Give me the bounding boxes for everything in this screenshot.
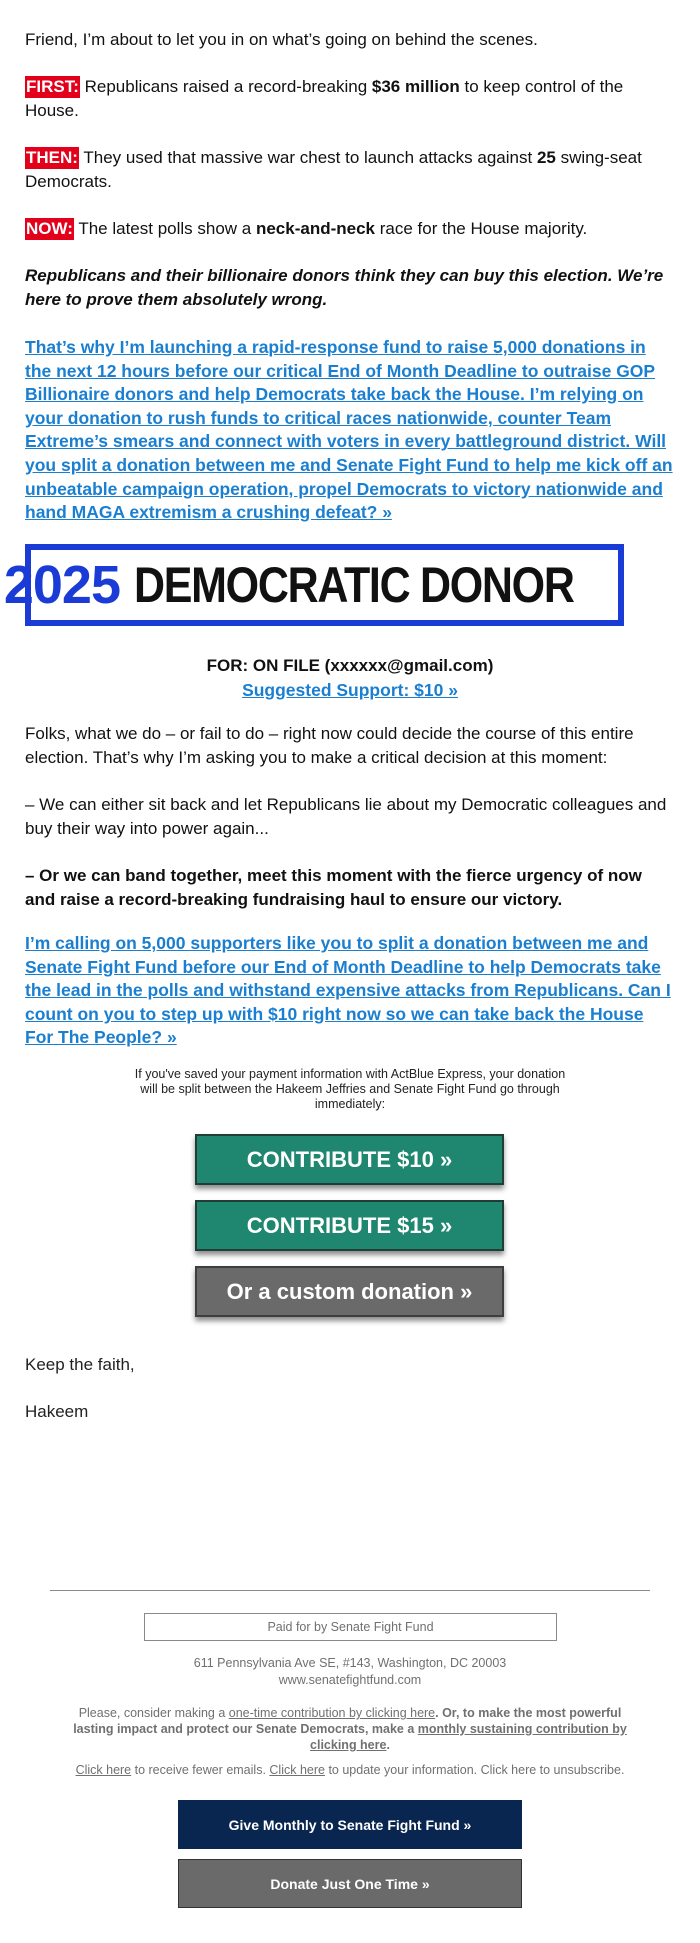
consider-paragraph xyxy=(70,1705,630,1753)
italic-statement: Republicans and their billionaire donors think they can buy this election. We’re here to prove them absolutely wrong. xyxy=(25,266,664,309)
then-text: They used that massive war chest to launch attacks against xyxy=(78,148,537,167)
intro-text: Friend, I’m about to let you in on what’s going on behind the scenes. xyxy=(25,30,538,49)
footer-address: 611 Pennsylvania Ave SE, #143, Washington, DC 20003 xyxy=(193,1656,507,1670)
one-time-contribution-link[interactable]: one-time contribution by clicking here xyxy=(228,1706,436,1720)
first-bold: $36 million xyxy=(371,77,460,96)
then-paragraph xyxy=(25,146,673,193)
signature-name: Hakeem xyxy=(25,1402,89,1421)
donor-banner xyxy=(3,544,624,626)
update-info-link[interactable]: Click here xyxy=(269,1763,325,1777)
actblue-note: If you've saved your payment information with ActBlue Express, your donation will be split between the Hakeem Jeffries and Senate Fight Fund go through immediately: xyxy=(134,1067,566,1111)
now-tag: NOW: xyxy=(26,219,73,238)
option-sit-back: – We can either sit back and let Republicans lie about my Democratic colleagues and buy their way into power again... xyxy=(25,795,667,838)
for-on-file: FOR: ON FILE (xxxxxx@gmail.com) xyxy=(206,656,494,675)
contribute-10-button[interactable]: CONTRIBUTE $10 » xyxy=(195,1134,504,1185)
fewer-emails-link[interactable]: Click here xyxy=(75,1763,132,1777)
monthly-contribution-link[interactable]: monthly sustaining contribution by clicking here xyxy=(310,1722,627,1752)
first-paragraph xyxy=(25,75,673,122)
now-text: The latest polls show a xyxy=(73,219,256,238)
paid-for-box xyxy=(144,1613,557,1641)
then-tag: THEN: xyxy=(26,148,78,167)
footer-divider xyxy=(50,1590,650,1591)
first-text: Republicans raised a record-breaking xyxy=(79,77,372,96)
give-monthly-button[interactable]: Give Monthly to Senate Fight Fund » xyxy=(178,1800,522,1849)
contribute-15-button[interactable]: CONTRIBUTE $15 » xyxy=(195,1200,504,1251)
signoff: Keep the faith, xyxy=(25,1355,135,1374)
custom-donation-button[interactable]: Or a custom donation » xyxy=(195,1266,504,1317)
fewer-emails-text: to receive fewer emails. xyxy=(131,1763,270,1777)
now-bold: neck-and-neck xyxy=(255,219,376,238)
first-tag: FIRST: xyxy=(26,77,79,96)
suggested-support-link[interactable]: Suggested Support: $10 » xyxy=(242,680,458,700)
donate-one-time-button[interactable]: Donate Just One Time » xyxy=(178,1859,522,1908)
consider-pre: Please, consider making a xyxy=(78,1706,229,1720)
option-band-together: – Or we can band together, meet this moment with the fierce urgency of now and raise a record-breaking fundraising haul to ensure our victory. xyxy=(25,866,642,909)
then-text-end: swing-seat Democrats. xyxy=(25,148,642,191)
update-info-text: to update your information. Click here to unsubscribe. xyxy=(324,1763,625,1777)
email-preferences xyxy=(0,1763,700,1777)
banner-year: 2025 xyxy=(3,555,120,615)
calling-on-supporters-link[interactable]: I’m calling on 5,000 supporters like you to split a donation between me and Senate Fight Fund before our End of Month Deadline to help Democrats take the lead in the polls and withstand expensive attacks from Republicans. Can I count on you to step up with $10 right now so we can take back the House For The People? » xyxy=(25,933,671,1048)
then-bold: 25 xyxy=(536,148,556,167)
footer-website: www.senatefightfund.com xyxy=(278,1673,422,1687)
consider-end: . xyxy=(386,1738,390,1752)
first-text-end: to keep control of the House. xyxy=(25,77,624,120)
now-paragraph xyxy=(25,217,673,241)
now-text-end: race for the House majority. xyxy=(375,219,588,238)
paid-for-text: Paid for by Senate Fight Fund xyxy=(267,1620,434,1634)
rapid-response-link[interactable]: That’s why I’m launching a rapid-response fund to raise 5,000 donations in the next 12 hours before our critical End of Month Deadline to outraise GOP Billionaire donors and help Democrats take back the House. I’m relying on your donation to rush funds to critical races nationwide, counter Team Extreme’s smears and connect with voters in every battleground district. Will you split a donation between me and Senate Fight Fund to help me kick off an unbeatable campaign operation, propel Democrats to victory nationwide and hand MAGA extremism a crushing defeat? » xyxy=(25,337,673,523)
folks-paragraph: Folks, what we do – or fail to do – right now could decide the course of this entire election. That’s why I’m asking you to make a critical decision at this moment: xyxy=(25,724,634,767)
consider-mid: . Or, to make the most powerful lasting impact and protect our Senate Democrats, make a xyxy=(73,1706,622,1736)
banner-title: DEMOCRATIC DONOR xyxy=(134,557,574,613)
